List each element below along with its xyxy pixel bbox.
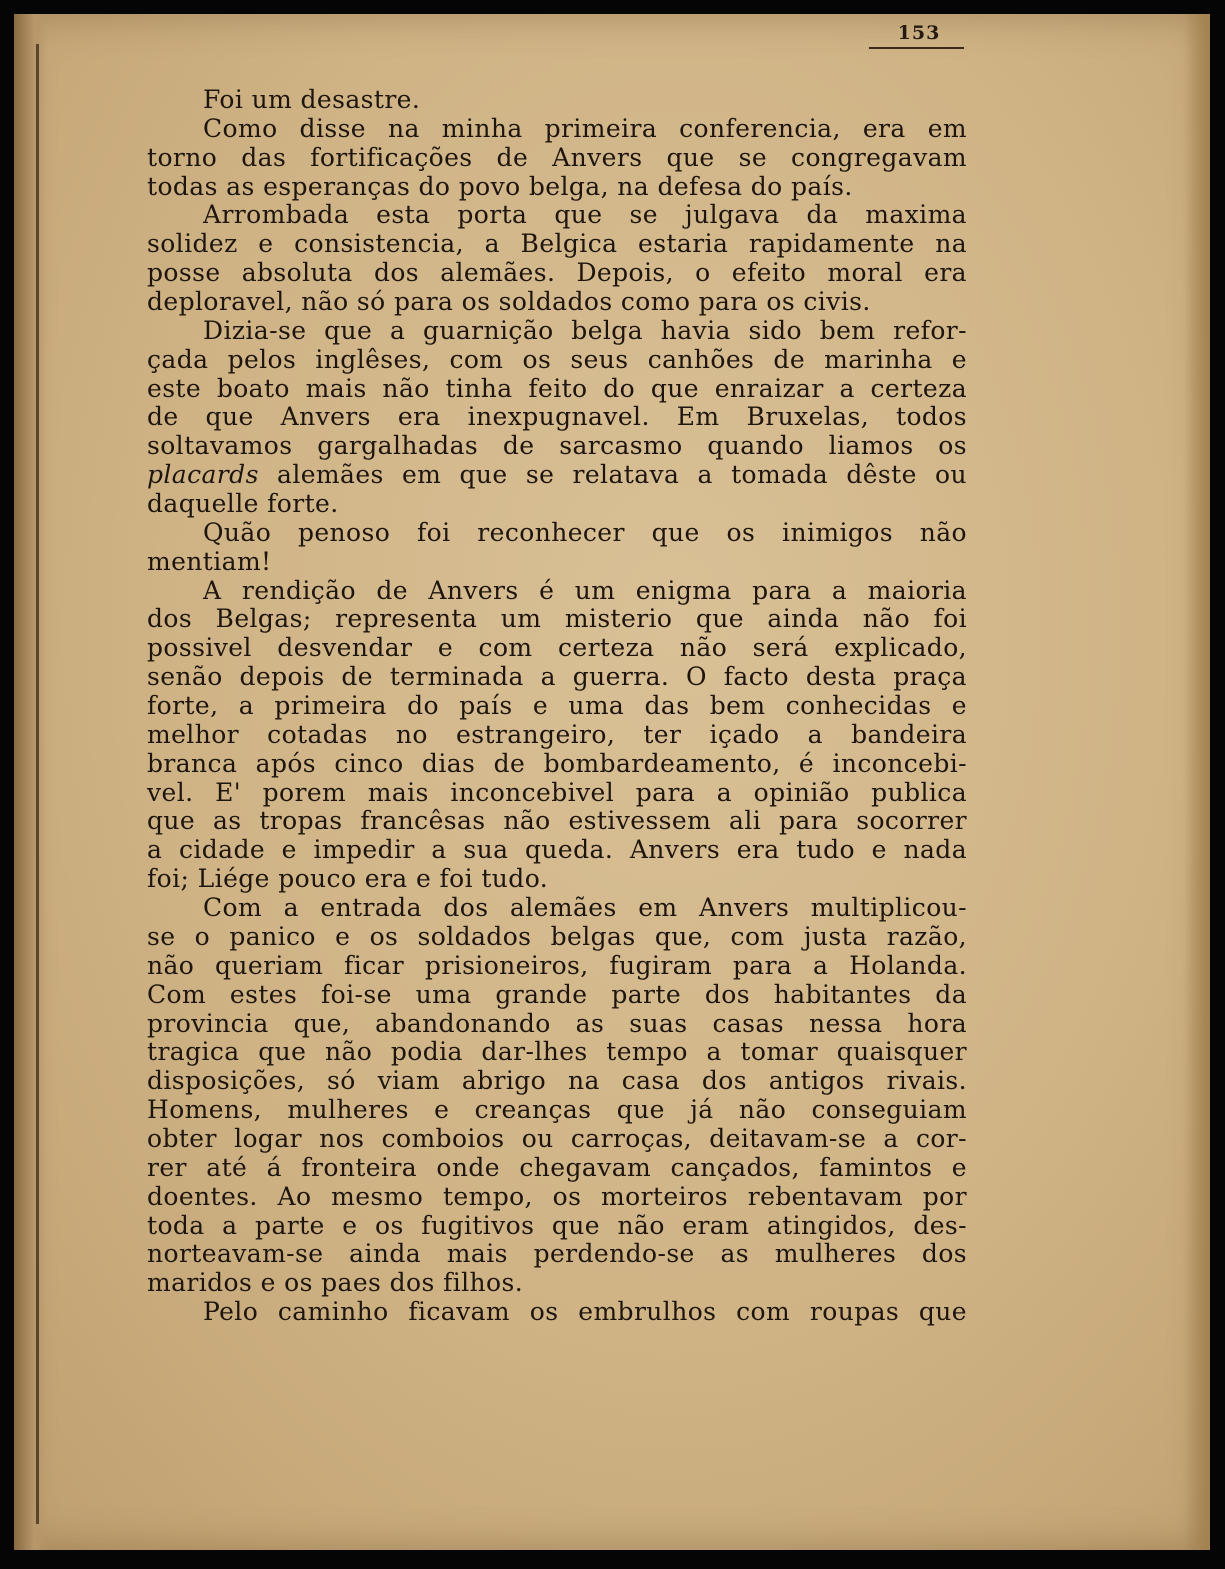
page-right-edge-shadow <box>1184 14 1210 1550</box>
text-line: Com a entrada dos alemães em Anvers multiplicou- <box>203 893 967 923</box>
text-line <box>147 461 967 490</box>
text-line: A rendição de Anvers é um enigma para a maioria <box>203 575 967 605</box>
text-line: melhor cotadas no estrangeiro, ter içado a bandeira <box>147 719 967 749</box>
text-line: solidez e consistencia, a Belgica estaria rapidamente na <box>147 229 967 259</box>
text-line: Quão penoso foi reconhecer que os inimigos não <box>203 517 967 547</box>
text-line: deploravel, não só para os soldados como para os civis. <box>147 287 871 317</box>
book-page <box>14 14 1210 1550</box>
text-line: Arrombada esta porta que se julgava da maxima <box>203 200 967 230</box>
text-line: se o panico e os soldados belgas que, com justa razão, <box>147 921 967 951</box>
text-line: não queriam ficar prisioneiros, fugiram para a Holanda. <box>147 950 967 980</box>
text-line: foi; Liége pouco era e foi tudo. <box>147 864 549 894</box>
italic-term: placards <box>147 460 259 490</box>
text-line: branca após cinco dias de bombardeamento, é inconcebi- <box>147 748 967 778</box>
text-line: Homens, mulheres e creanças que já não conseguiam <box>147 1095 967 1125</box>
text-line: Como disse na minha primeira conferencia, era em <box>203 113 967 143</box>
text-line: forte, a primeira do país e uma das bem conhecidas e <box>147 691 967 721</box>
text-line: que as tropas francêsas não estivessem ali para socorrer <box>147 806 967 836</box>
text-line: todas as esperanças do povo belga, na defesa do país. <box>147 171 853 201</box>
text-line: norteavam-se ainda mais perdendo-se as mulheres dos <box>147 1239 967 1269</box>
body-text <box>147 86 967 1327</box>
text-line-remainder: alemães em que se relatava a tomada dêste ou <box>277 460 967 490</box>
text-line: senão depois de terminada a guerra. O facto desta praça <box>147 662 967 692</box>
page-number-rule <box>869 47 964 49</box>
text-line: maridos e os paes dos filhos. <box>147 1268 524 1298</box>
text-line: daquelle forte. <box>147 489 339 519</box>
text-line: doentes. Ao mesmo tempo, os morteiros rebentavam por <box>147 1181 967 1211</box>
text-line: toda a parte e os fugitivos que não eram atingidos, des- <box>147 1210 967 1240</box>
text-line: a cidade e impedir a sua queda. Anvers era tudo e nada <box>147 835 967 865</box>
text-line: dos Belgas; representa um misterio que ainda não foi <box>147 604 967 634</box>
text-line: obter logar nos comboios ou carroças, deitavam-se a cor- <box>147 1123 967 1153</box>
text-line: mentiam! <box>147 546 272 576</box>
text-line: çada pelos inglêses, com os seus canhões de marinha e <box>147 344 967 374</box>
binding-edge-line <box>36 44 39 1524</box>
text-line: Foi um desastre. <box>203 85 421 114</box>
text-line: possivel desvendar e com certeza não será explicado, <box>147 633 967 663</box>
text-line: posse absoluta dos alemães. Depois, o efeito moral era <box>147 258 967 288</box>
text-line: provincia que, abandonando as suas casas nessa hora <box>147 1008 967 1038</box>
text-line: vel. E' porem mais inconcebivel para a opinião publica <box>147 777 967 807</box>
text-line: de que Anvers era inexpugnavel. Em Bruxelas, todos <box>147 402 967 432</box>
page-number: 153 <box>897 22 941 44</box>
text-line: este boato mais não tinha feito do que enraizar a certeza <box>147 373 967 403</box>
text-line: tragica que não podia dar-lhes tempo a tomar quaisquer <box>147 1037 967 1067</box>
text-line: Dizia-se que a guarnição belga havia sido bem refor- <box>203 315 967 345</box>
text-line: Com estes foi-se uma grande parte dos habitantes da <box>147 979 967 1009</box>
text-line: soltavamos gargalhadas de sarcasmo quando liamos os <box>147 431 967 461</box>
text-line: Pelo caminho ficavam os embrulhos com roupas que <box>203 1297 967 1327</box>
text-line: rer até á fronteira onde chegavam cançados, famintos e <box>147 1152 967 1182</box>
page-binding-shadow <box>14 14 48 1550</box>
text-line: disposições, só viam abrigo na casa dos antigos rivais. <box>147 1066 967 1096</box>
text-line: torno das fortificações de Anvers que se congregavam <box>147 142 967 172</box>
